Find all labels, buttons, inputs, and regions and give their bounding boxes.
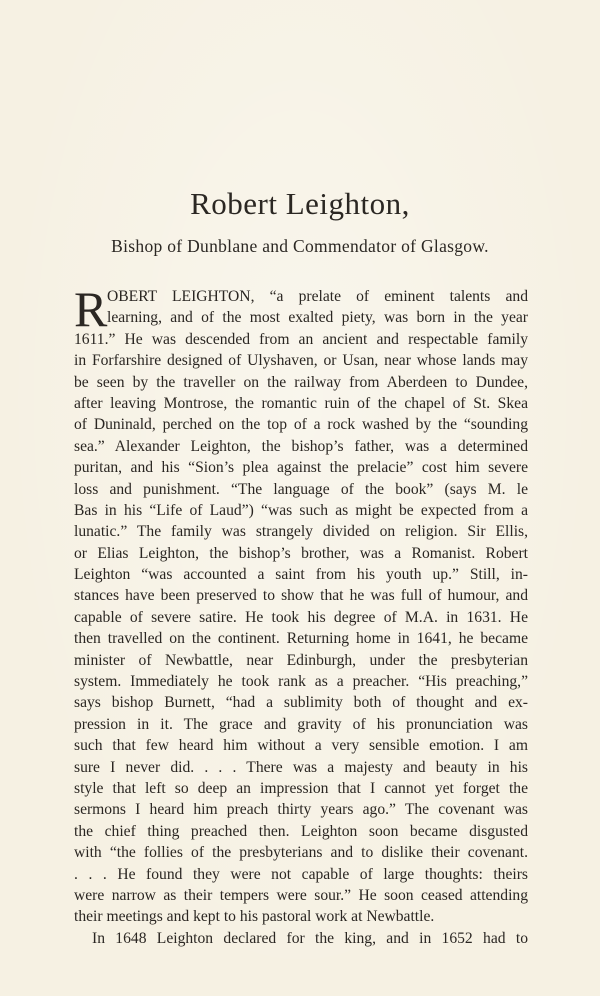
text-line: style that left so deep an impression that I cannot yet forget the [74,779,528,797]
text-line: loss and punishment. “The language of the book” (says M. le [74,480,528,498]
text-line: lunatic.” The family was strangely divided on religion. Sir Ellis, [74,523,528,541]
page-title: Robert Leighton, [190,186,410,221]
drop-cap: R [74,281,108,337]
text-line: Bas in his “Life of Laud”) “was such as might be expected from a [74,501,528,519]
text-line: be seen by the traveller on the railway from Aberdeen to Dundee, [74,373,528,391]
text-line: or Elias Leighton, the bishop’s brother, was a Romanist. Robert [74,544,528,562]
text-line: were narrow as their tempers were sour.” He soon ceased attending [74,886,528,904]
text-line: pression in it. The grace and gravity of his pronunciation was [74,715,528,733]
text-line: 1611.” He was descended from an ancient and respectable family [74,330,528,348]
text-line: sure I never did. . . . There was a majesty and beauty in his [74,758,528,776]
text-line: with “the follies of the presbyterians and to dislike their covenant. [74,844,528,862]
text-line: sea.” Alexander Leighton, the bishop’s father, was a determined [74,437,528,455]
text-line: sermons I heard him preach thirty years ago.” The covenant was [74,801,528,819]
text-line: In 1648 Leighton declared for the king, and in 1652 had to [92,929,528,947]
article-body [74,281,528,949]
page-subtitle: Bishop of Dunblane and Commendator of Glasgow. [111,236,489,256]
text-line: in Forfarshire designed of Ulyshaven, or Usan, near whose lands may [74,352,528,370]
text-line: such that few heard him without a very sensible emotion. I am [74,737,528,755]
text-line: minister of Newbattle, near Edinburgh, under the presbyterian [74,651,528,669]
text-line: stances have been preserved to show that he was full of humour, and [74,587,528,605]
text-line: capable of severe satire. He took his degree of M.A. in 1631. He [74,608,528,626]
text-line: the chief thing preached then. Leighton soon became disgusted [74,822,528,840]
text-line: Leighton “was accounted a saint from his youth up.” Still, in- [74,566,528,584]
text-line: system. Immediately he took rank as a preacher. “His preaching,” [74,673,528,691]
text-line: . . . He found they were not capable of large thoughts: theirs [74,865,528,883]
text-line: their meetings and kept to his pastoral work at Newbattle. [74,908,435,926]
text-line: then travelled on the continent. Returning home in 1641, he became [74,630,528,648]
text-line: after leaving Montrose, the romantic ruin of the chapel of St. Skea [74,394,528,412]
text-line: of Duninald, perched on the top of a rock washed by the “sounding [74,416,528,434]
text-line: says bishop Burnett, “had a sublimity both of thought and ex- [74,694,528,712]
text-line: learning, and of the most exalted piety, was born in the year [107,309,528,327]
text-line: OBERT LEIGHTON, “a prelate of eminent talents and [107,288,528,305]
text-line: puritan, and his “Sion’s plea against the prelacie” cost him severe [74,459,528,477]
